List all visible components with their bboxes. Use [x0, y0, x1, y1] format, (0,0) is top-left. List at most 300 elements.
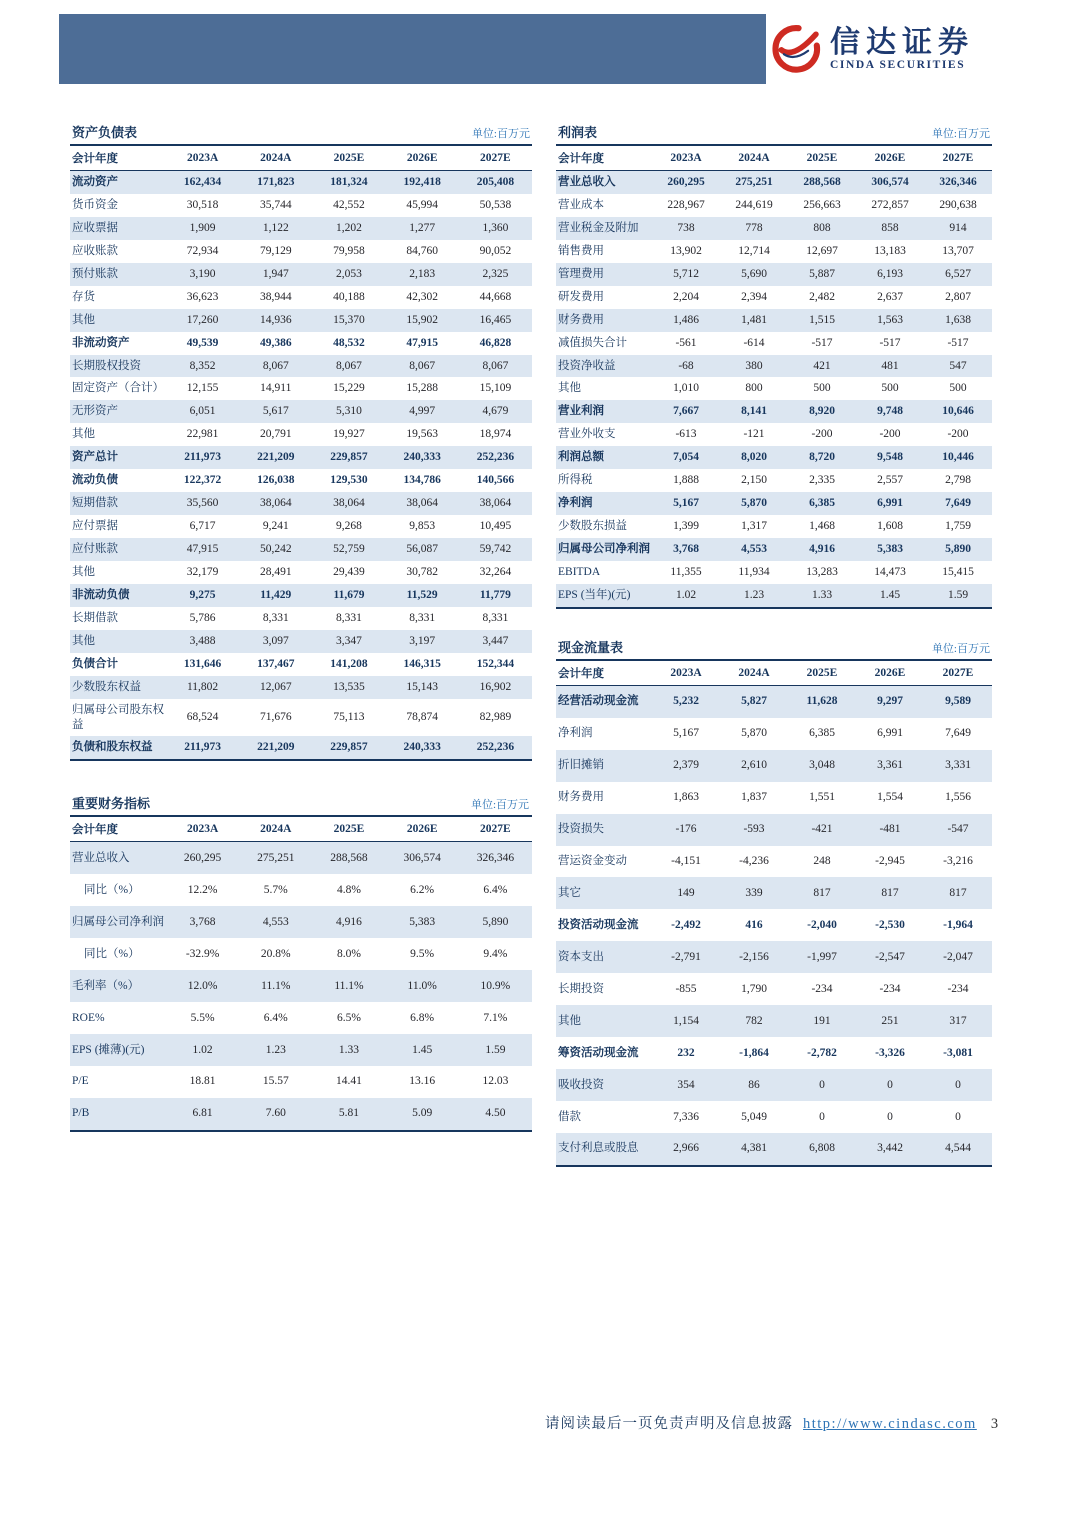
cell-value: 0	[955, 1110, 961, 1123]
cell-value: 2,335	[809, 474, 835, 487]
cash-flow-caption	[556, 637, 992, 659]
cell-value: 240,333	[403, 741, 441, 754]
cell-value: 11,779	[479, 588, 511, 601]
cell-value: 11,529	[406, 588, 438, 601]
table-row	[70, 423, 532, 446]
row-label: 负债和股东权益	[72, 741, 153, 754]
cell-value: 7,054	[673, 451, 699, 464]
cell-value: 8,331	[336, 611, 362, 624]
row-label: 研发费用	[558, 290, 604, 303]
row-label: 固定资产（合计）	[72, 382, 164, 395]
cell-value: 229,857	[330, 741, 368, 754]
cell-value: -613	[675, 428, 697, 441]
column-header-year: 2023A	[186, 152, 219, 164]
table-unit: 单位:百万元	[470, 798, 530, 811]
cell-value: 1,399	[673, 520, 699, 533]
column-header-label: 会计年度	[558, 667, 604, 680]
cell-value: 38,064	[406, 497, 438, 510]
row-label: 应收票据	[72, 221, 118, 234]
table-row	[70, 332, 532, 355]
cell-value: 1,554	[877, 791, 903, 804]
cell-value: 8,141	[741, 405, 767, 418]
row-label: 销售费用	[558, 244, 604, 257]
cell-value: 18.81	[189, 1075, 216, 1088]
right-column	[556, 122, 992, 1167]
row-label: 营运资金变动	[558, 855, 627, 867]
cell-value: 9,548	[877, 451, 903, 464]
cell-value: 14,936	[259, 313, 292, 326]
cell-value: 17,260	[186, 313, 219, 326]
cell-value: 738	[677, 221, 695, 234]
cell-value: 11,802	[186, 680, 219, 693]
table-row	[556, 469, 992, 492]
cell-value: 221,209	[257, 741, 295, 754]
table-row	[556, 194, 992, 217]
cell-value: 131,646	[183, 657, 222, 670]
cell-value: 30,782	[406, 565, 438, 578]
row-label: 长期借款	[72, 611, 118, 624]
cell-value: 9.5%	[410, 947, 435, 960]
cell-value: 1.33	[811, 588, 833, 601]
cell-value: 339	[745, 886, 763, 899]
table-row	[556, 1037, 992, 1069]
cell-value: 38,944	[259, 290, 292, 303]
row-label: 其他	[72, 428, 95, 441]
cell-value: 15,415	[942, 565, 974, 578]
cell-value: 11.1%	[334, 979, 364, 992]
cell-value: 6.2%	[410, 883, 435, 896]
cell-value: 3,442	[877, 1142, 903, 1155]
cell-value: 84,760	[406, 244, 438, 257]
cell-value: 500	[813, 382, 831, 395]
cell-value: 1.59	[947, 588, 969, 601]
cell-value: 9,275	[189, 588, 216, 601]
cell-value: 9,297	[877, 695, 903, 708]
cell-value: 380	[745, 359, 763, 372]
cell-value: 1,556	[945, 791, 971, 804]
cell-value: 3,768	[189, 915, 216, 928]
cell-value: 5,690	[741, 267, 767, 280]
table-row	[556, 941, 992, 973]
cell-value: -4,151	[671, 855, 701, 867]
column-header-year: 2025E	[806, 152, 838, 164]
cell-value: 2,482	[809, 290, 835, 303]
row-label: 财务费用	[558, 791, 604, 804]
website-link[interactable]: http://www.cindasc.com	[803, 1416, 977, 1432]
cell-value: 8,352	[189, 359, 216, 372]
cell-value: 2,379	[673, 759, 699, 772]
cell-value: 1.33	[338, 1043, 360, 1056]
cell-value: 5,890	[945, 543, 971, 555]
cell-value: 15,229	[333, 382, 365, 395]
row-label: 投资净收益	[558, 359, 616, 372]
cell-value: 232	[677, 1046, 695, 1059]
cell-value: 272,857	[871, 198, 909, 211]
row-label: 毛利率（%）	[72, 979, 140, 992]
cell-value: -2,782	[807, 1046, 837, 1059]
cell-value: -2,791	[671, 950, 701, 963]
cell-value: 192,418	[403, 176, 441, 188]
cell-value: 3,331	[945, 759, 971, 772]
column-header-label: 会计年度	[72, 153, 118, 165]
table-row	[70, 906, 532, 938]
cell-value: 8,020	[741, 451, 767, 464]
cell-value: 0	[887, 1078, 893, 1091]
cell-value: 1,010	[673, 382, 699, 395]
row-label: EPS (当年)(元)	[558, 588, 631, 601]
cell-value: 8,067	[262, 359, 289, 372]
cell-value: 52,759	[333, 543, 365, 555]
cell-value: 146,315	[403, 657, 441, 670]
cell-value: 5,167	[673, 497, 699, 510]
cell-value: 778	[745, 221, 763, 234]
cell-value: 9.4%	[483, 947, 508, 960]
row-label: 其他	[72, 313, 95, 326]
row-label: 应收账款	[72, 244, 118, 257]
row-label: 无形资产	[72, 405, 118, 418]
cell-value: 2,150	[741, 474, 767, 487]
cell-value: 45,994	[406, 198, 438, 211]
cell-value: 326,346	[939, 176, 977, 188]
cell-value: 10.9%	[480, 979, 511, 992]
row-label: 其它	[558, 886, 581, 899]
cell-value: 71,676	[259, 711, 292, 724]
cell-value: 49,539	[186, 336, 219, 349]
cell-value: 5,232	[673, 695, 699, 708]
cell-value: 288,568	[330, 851, 368, 864]
cell-value: 44,668	[479, 290, 512, 303]
table-row	[556, 973, 992, 1005]
cell-value: 5.81	[338, 1107, 360, 1120]
cell-value: 141,208	[330, 657, 368, 670]
cell-value: 6,991	[877, 727, 903, 740]
cell-value: 5,383	[409, 915, 436, 928]
cell-value: 12,714	[738, 244, 770, 257]
cell-value: 3,347	[336, 634, 362, 647]
table-row	[556, 355, 992, 378]
table-row	[556, 492, 992, 515]
cell-value: 16,465	[479, 313, 512, 326]
table-row	[556, 217, 992, 240]
row-label: 净利润	[558, 497, 593, 510]
row-label: 预付账款	[72, 267, 118, 280]
row-label: 营业税金及附加	[558, 221, 639, 234]
cell-value: 817	[881, 886, 899, 899]
cell-value: 1.23	[743, 588, 765, 601]
cell-value: -517	[811, 336, 833, 349]
table-row	[70, 469, 532, 492]
table-row	[70, 607, 532, 630]
row-label: 非流动负债	[72, 588, 130, 601]
row-label: 货币资金	[72, 198, 118, 211]
cell-value: 229,857	[330, 451, 368, 464]
balance-sheet-section	[70, 122, 532, 761]
cell-value: 5.7%	[263, 883, 288, 896]
balance-sheet-caption	[70, 122, 532, 144]
cell-value: 2,053	[336, 267, 362, 280]
cell-value: 1,638	[945, 313, 971, 326]
cell-value: 0	[819, 1110, 825, 1123]
cell-value: 221,209	[257, 451, 295, 464]
cell-value: 10,446	[942, 451, 974, 464]
column-header-year: 2026E	[406, 152, 438, 164]
table-row	[70, 970, 532, 1002]
cell-value: 56,087	[406, 543, 438, 555]
cell-value: 7.60	[265, 1107, 286, 1120]
cell-value: -4,236	[739, 855, 769, 867]
income-statement-caption	[556, 122, 992, 144]
column-header-year: 2025E	[806, 666, 838, 679]
cell-value: -614	[743, 336, 765, 349]
cell-value: 9,589	[945, 695, 971, 708]
row-label: 营业总收入	[72, 851, 130, 864]
cell-value: 8,331	[409, 611, 436, 624]
cell-value: 5,167	[673, 727, 699, 740]
row-label: 营业成本	[558, 198, 604, 211]
cell-value: 149	[677, 886, 695, 899]
cell-value: 1.02	[192, 1043, 213, 1056]
cell-value: 914	[949, 221, 967, 234]
left-column	[70, 122, 532, 1132]
table-row	[70, 400, 532, 423]
cell-value: 2,610	[741, 759, 767, 772]
cell-value: 9,748	[877, 405, 903, 418]
cell-value: 260,295	[667, 176, 705, 188]
cell-value: 1.59	[485, 1043, 506, 1056]
cell-value: 15,109	[479, 382, 512, 395]
cell-value: 8,920	[809, 405, 835, 418]
cell-value: -200	[947, 428, 969, 441]
column-header-year: 2026E	[874, 152, 906, 164]
table-row	[556, 561, 992, 584]
cell-value: 2,325	[482, 267, 509, 280]
cell-value: 3,768	[673, 543, 699, 555]
column-header-year: 2025E	[333, 152, 365, 164]
cell-value: 11.0%	[407, 979, 437, 992]
row-label: 经营活动现金流	[558, 695, 639, 708]
cell-value: 5.5%	[190, 1011, 215, 1024]
table-row	[70, 874, 532, 906]
cell-value: 782	[745, 1014, 763, 1027]
cell-value: 11,429	[260, 588, 292, 601]
cell-value: -593	[743, 823, 765, 836]
row-label: 所得税	[558, 474, 593, 487]
cell-value: 5,890	[482, 915, 509, 928]
cell-value: 137,467	[257, 657, 295, 670]
cell-value: 14,911	[260, 382, 292, 395]
row-label: 归属母公司股东权益	[72, 703, 164, 731]
table-row	[70, 1034, 532, 1066]
row-label: 筹资活动现金流	[558, 1046, 639, 1059]
row-label: 营业利润	[558, 405, 604, 418]
row-label: 管理费用	[558, 267, 604, 280]
cell-value: 47,915	[186, 543, 219, 555]
cell-value: -234	[811, 982, 833, 995]
cell-value: -547	[947, 823, 969, 836]
cell-value: 4,544	[945, 1142, 971, 1155]
table-row	[70, 194, 532, 217]
header-row	[70, 816, 532, 842]
cell-value: 122,372	[183, 474, 222, 487]
cell-value: 5,827	[741, 695, 767, 708]
cell-value: -121	[743, 428, 765, 441]
table-unit: 单位:百万元	[931, 128, 990, 140]
cell-value: 288,568	[803, 176, 841, 188]
cell-value: 1,608	[877, 520, 903, 533]
cell-value: 6,808	[809, 1142, 835, 1155]
row-label: 同比（%）	[84, 883, 140, 896]
cell-value: 205,408	[476, 176, 515, 188]
cell-value: 1,122	[262, 221, 289, 234]
cell-value: -176	[675, 823, 697, 836]
table-row	[556, 782, 992, 814]
cell-value: 12,155	[186, 382, 219, 395]
cash-flow-table	[556, 659, 992, 1167]
cell-value: 8,720	[809, 451, 835, 464]
cell-value: 244,619	[735, 198, 773, 211]
row-label: 吸收投资	[558, 1078, 604, 1091]
cell-value: 3,197	[409, 634, 436, 647]
table-title: 现金流量表	[558, 639, 624, 655]
cell-value: 13,183	[874, 244, 906, 257]
cell-value: 1,837	[741, 791, 767, 804]
cell-value: -2,530	[875, 918, 905, 931]
table-row	[556, 171, 992, 194]
cell-value: 11,934	[738, 565, 770, 578]
cell-value: 481	[881, 359, 899, 372]
row-label: 资本支出	[558, 950, 604, 963]
cell-value: 13,283	[806, 565, 838, 578]
cell-value: -200	[811, 428, 833, 441]
table-row	[556, 877, 992, 909]
table-row	[70, 355, 532, 378]
column-header-year: 2027E	[942, 152, 974, 164]
cell-value: 6,527	[945, 267, 971, 280]
cell-value: 1,759	[945, 520, 971, 533]
balance-sheet-table	[70, 144, 532, 761]
column-header-label: 会计年度	[72, 824, 118, 837]
table-row	[556, 377, 992, 400]
row-label: EBITDA	[558, 565, 601, 578]
cell-value: 817	[813, 886, 831, 899]
cell-value: 211,973	[184, 741, 221, 754]
cell-value: 500	[881, 382, 899, 395]
table-row	[556, 446, 992, 469]
cell-value: 4,679	[482, 405, 509, 418]
cell-value: 9,268	[336, 520, 362, 533]
row-label: 资产总计	[72, 451, 118, 464]
cell-value: 4,997	[409, 405, 436, 418]
cell-value: 29,439	[333, 565, 365, 578]
cell-value: 2,966	[673, 1142, 699, 1155]
cell-value: 7,649	[945, 497, 971, 510]
cell-value: 6.5%	[336, 1011, 361, 1024]
cell-value: 72,934	[186, 244, 219, 257]
cell-value: 82,989	[479, 711, 512, 724]
cell-value: -517	[947, 336, 969, 349]
table-title: 利润表	[558, 125, 598, 140]
table-row	[70, 676, 532, 699]
cell-value: 3,048	[809, 759, 835, 772]
cell-value: -1,997	[807, 950, 837, 963]
cell-value: 5,786	[189, 611, 216, 624]
cell-value: 19,563	[406, 428, 438, 441]
table-row	[556, 750, 992, 782]
key-metrics-section	[70, 793, 532, 1131]
cell-value: 11,628	[806, 695, 838, 708]
cell-value: 1.45	[412, 1043, 433, 1056]
cell-value: -855	[675, 982, 697, 995]
cell-value: 6,385	[809, 497, 835, 510]
header-bar	[59, 14, 1022, 84]
cell-value: 9,241	[262, 520, 289, 533]
cell-value: 30,518	[186, 198, 219, 211]
cell-value: 171,823	[257, 176, 295, 188]
cash-flow-section	[556, 637, 992, 1167]
cell-value: 4,916	[336, 915, 362, 928]
cell-value: 1,277	[409, 221, 436, 234]
row-label: 长期投资	[558, 982, 604, 995]
column-header-year: 2026E	[874, 666, 906, 679]
row-label: P/B	[72, 1107, 90, 1120]
cell-value: 6.4%	[263, 1011, 288, 1024]
cell-value: 12.2%	[187, 883, 218, 896]
column-header-year: 2025E	[333, 823, 365, 836]
table-row	[556, 1069, 992, 1101]
cell-value: 1,317	[741, 520, 767, 533]
row-label: 投资损失	[558, 823, 604, 836]
cell-value: -234	[879, 982, 901, 995]
row-label: 短期借款	[72, 497, 118, 510]
cell-value: 47,915	[406, 336, 438, 349]
cell-value: 6,991	[877, 497, 903, 510]
cell-value: 800	[745, 382, 763, 395]
cell-value: 7,649	[945, 727, 971, 740]
cell-value: 5,712	[673, 267, 699, 280]
cell-value: 5,887	[809, 267, 835, 280]
cell-value: 20.8%	[260, 947, 291, 960]
row-label: 其他	[558, 382, 581, 395]
cell-value: 32,179	[186, 565, 219, 578]
row-label: EPS (摊薄)(元)	[72, 1043, 145, 1056]
cell-value: 252,236	[476, 451, 515, 464]
row-label: 同比（%）	[84, 947, 140, 960]
cell-value: -2,047	[943, 950, 973, 963]
cell-value: 191	[813, 1014, 831, 1027]
table-row	[70, 699, 532, 737]
table-row	[556, 584, 992, 608]
cell-value: 4,381	[741, 1142, 767, 1155]
cell-value: 3,447	[482, 634, 509, 647]
row-label: 存货	[72, 290, 95, 303]
cell-value: -3,081	[943, 1046, 973, 1059]
cell-value: 2,798	[945, 474, 971, 487]
table-row	[556, 718, 992, 750]
column-header-year: 2027E	[480, 823, 511, 836]
cell-value: 28,491	[259, 565, 292, 578]
header-row	[556, 145, 992, 171]
cell-value: 19,927	[333, 428, 365, 441]
cell-value: 14,473	[874, 565, 906, 578]
table-row	[70, 630, 532, 653]
cell-value: 68,524	[186, 711, 219, 724]
cell-value: 421	[813, 359, 831, 372]
cell-value: 0	[819, 1078, 825, 1091]
cell-value: 808	[813, 221, 831, 234]
cell-value: 10,495	[479, 520, 512, 533]
cell-value: 252,236	[476, 741, 515, 754]
cell-value: 38,064	[479, 497, 512, 510]
